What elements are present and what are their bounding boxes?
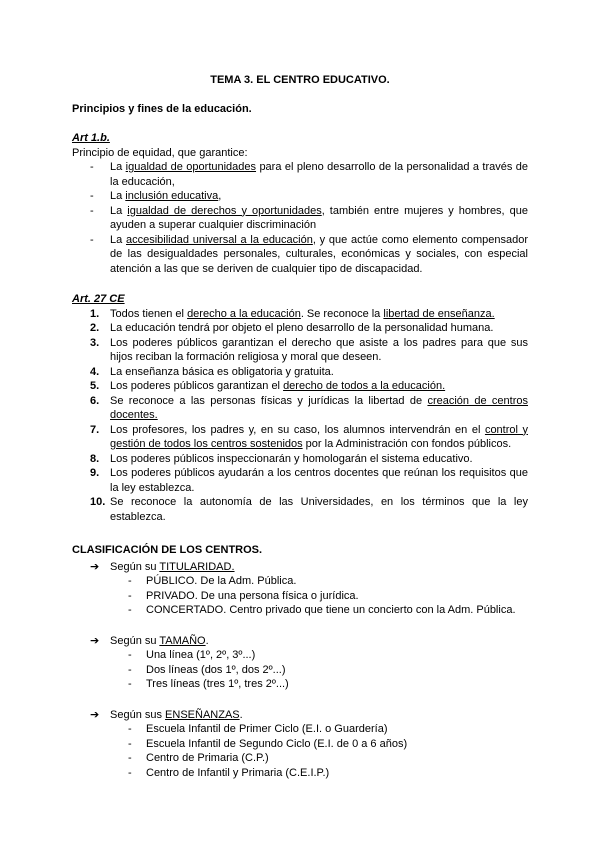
item-number: 5. [90,380,100,392]
item-text: Los poderes públicos ayudarán a los centros docentes que reúnan los requisitos que la ley establezca. [110,467,528,494]
list-item [72,677,528,692]
list-item-text: CONCERTADO. Centro privado que tiene un concierto con la Adm. Pública. [146,604,516,616]
numbered-item [72,495,528,524]
underlined-term: igualdad de derechos y oportunidades [127,204,322,217]
item-text: Los poderes públicos garantizan el derecho de todos a la educación. [110,380,446,392]
dash-marker: - [128,766,132,779]
list-item-text: Dos líneas (dos 1º, dos 2º...) [146,663,286,676]
numbered-item [72,321,528,336]
dash-marker: - [90,161,94,173]
classification-criterion: ➔ Según su TITULARIDAD. [72,560,528,575]
list-item [72,589,528,604]
dash-marker: - [128,752,132,764]
underlined-term: control y gestión de todos los centros sostenidos [110,423,528,450]
list-item-text: Escuela Infantil de Primer Ciclo (E.I. o Guardería) [146,723,388,735]
item-text: Todos tienen el derecho a la educación. Se reconoce la libertad de enseñanza. [110,307,495,320]
underlined-term: derecho a la educación [187,307,301,320]
dash-marker: - [128,678,132,690]
dash-marker: - [128,663,132,676]
underlined-term: creación de centros docentes. [110,394,529,421]
item-number: 9. [90,467,100,479]
art1-block [72,131,528,276]
item-number: 10. [90,496,106,508]
underlined-term: libertad de enseñanza. [383,307,495,320]
page-title: TEMA 3. EL CENTRO EDUCATIVO. [210,74,390,86]
arrow-icon: ➔ [90,708,100,721]
underlined-term: derecho de todos a la educación. [283,380,446,392]
item-text: Se reconoce a las personas físicas y jurídicas la libertad de creación de centros docentes. [110,394,529,421]
art27-list [72,307,528,525]
arrow-icon: ➔ [90,634,100,647]
list-item: - La igualdad de derechos y oportunidades, también entre mujeres y hombres, que ayuden a superar cualquier discriminación [72,204,528,233]
dash-marker: - [128,737,132,750]
item-number: 8. [90,452,100,465]
item-text: Se reconoce la autonomía de las Universidades, en los términos que la ley establezca. [110,496,528,523]
item-number: 3. [90,336,100,349]
list-item-text: Escuela Infantil de Segundo Ciclo (E.I. de 0 a 6 años) [146,737,408,750]
list-item: - La inclusión educativa, [72,189,528,204]
item-text: Los poderes públicos garantizan el derecho que asiste a los padres para que sus hijos reciban la formación religiosa y moral que deseen. [110,336,528,363]
dash-marker: - [128,649,132,661]
art1-intro: Principio de equidad, que garantice: [72,146,248,159]
item-number: 2. [90,322,100,334]
dash-marker: - [128,575,132,587]
clasificacion-groups [72,560,528,781]
list-item-text: PRIVADO. De una persona física o jurídica. [146,589,359,602]
list-item-text: Centro de Infantil y Primaria (C.E.I.P.) [146,766,330,779]
list-item [72,751,528,766]
item-text: La educación tendrá por objeto el pleno desarrollo de la personalidad humana. [110,322,494,334]
item-text: La enseñanza básica es obligatoria y gratuita. [110,365,334,378]
section-heading-text: Principios y fines de la educación. [72,103,252,115]
underlined-term: TAMAÑO [159,634,206,647]
item-number: 4. [90,365,100,378]
list-item-text: Tres líneas (tres 1º, tres 2º...) [146,678,289,690]
underlined-term: igualdad de oportunidades [125,161,257,173]
underlined-term: ENSEÑANZAS [165,708,240,721]
list-item [72,737,528,752]
underlined-term: TITULARIDAD. [159,560,235,573]
classification-criterion: ➔ Según sus ENSEÑANZAS. [72,708,528,723]
numbered-item [72,466,528,495]
list-item [72,574,528,589]
dash-marker: - [90,190,94,202]
underlined-term: accesibilidad universal a la educación [126,233,313,246]
numbered-item [72,336,528,365]
item-number: 1. [90,307,100,320]
item-number: 6. [90,394,100,407]
list-item: - La accesibilidad universal a la educación, y que actúe como elemento compensador de las desigualdades personales, culturales, económicas y sociales, con especial atención a las que se deriven de cualquier tipo de discapacidad. [72,233,528,277]
dash-marker: - [128,604,132,616]
numbered-item [72,379,528,394]
list-item [72,766,528,781]
dash-marker: - [90,204,94,217]
dash-marker: - [128,589,132,602]
underlined-term: inclusión educativa [125,190,219,202]
list-item [72,663,528,678]
list-item [72,722,528,737]
item-text: Los profesores, los padres y, en su caso, los alumnos intervendrán en el control y gestión de todos los centros sostenidos por la Administración con fondos públicos. [110,423,528,450]
item-number: 7. [90,423,100,436]
numbered-item [72,307,528,322]
clasificacion-heading: CLASIFICACIÓN DE LOS CENTROS. [72,544,263,556]
dash-marker: - [128,723,132,735]
list-item-text: Una línea (1º, 2º, 3º...) [146,649,256,661]
list-item: - La igualdad de oportunidades para el pleno desarrollo de la personalidad a través de la educación, [72,160,528,189]
classification-criterion: ➔ Según su TAMAÑO. [72,634,528,649]
numbered-item [72,423,528,452]
numbered-item [72,452,528,467]
list-item-text: PÚBLICO. De la Adm. Pública. [146,575,297,587]
dash-marker: - [90,233,94,246]
numbered-item [72,365,528,380]
list-item-text: Centro de Primaria (C.P.) [146,752,269,764]
list-item [72,603,528,618]
list-item [72,648,528,663]
clasificacion-block [72,543,528,780]
arrow-icon: ➔ [90,560,100,573]
art1-label: Art 1.b. [72,132,110,144]
numbered-item [72,394,528,423]
art27-block [72,292,528,524]
item-text: Los poderes públicos inspeccionarán y homologarán el sistema educativo. [110,452,473,465]
art27-label: Art. 27 CE [72,293,125,305]
